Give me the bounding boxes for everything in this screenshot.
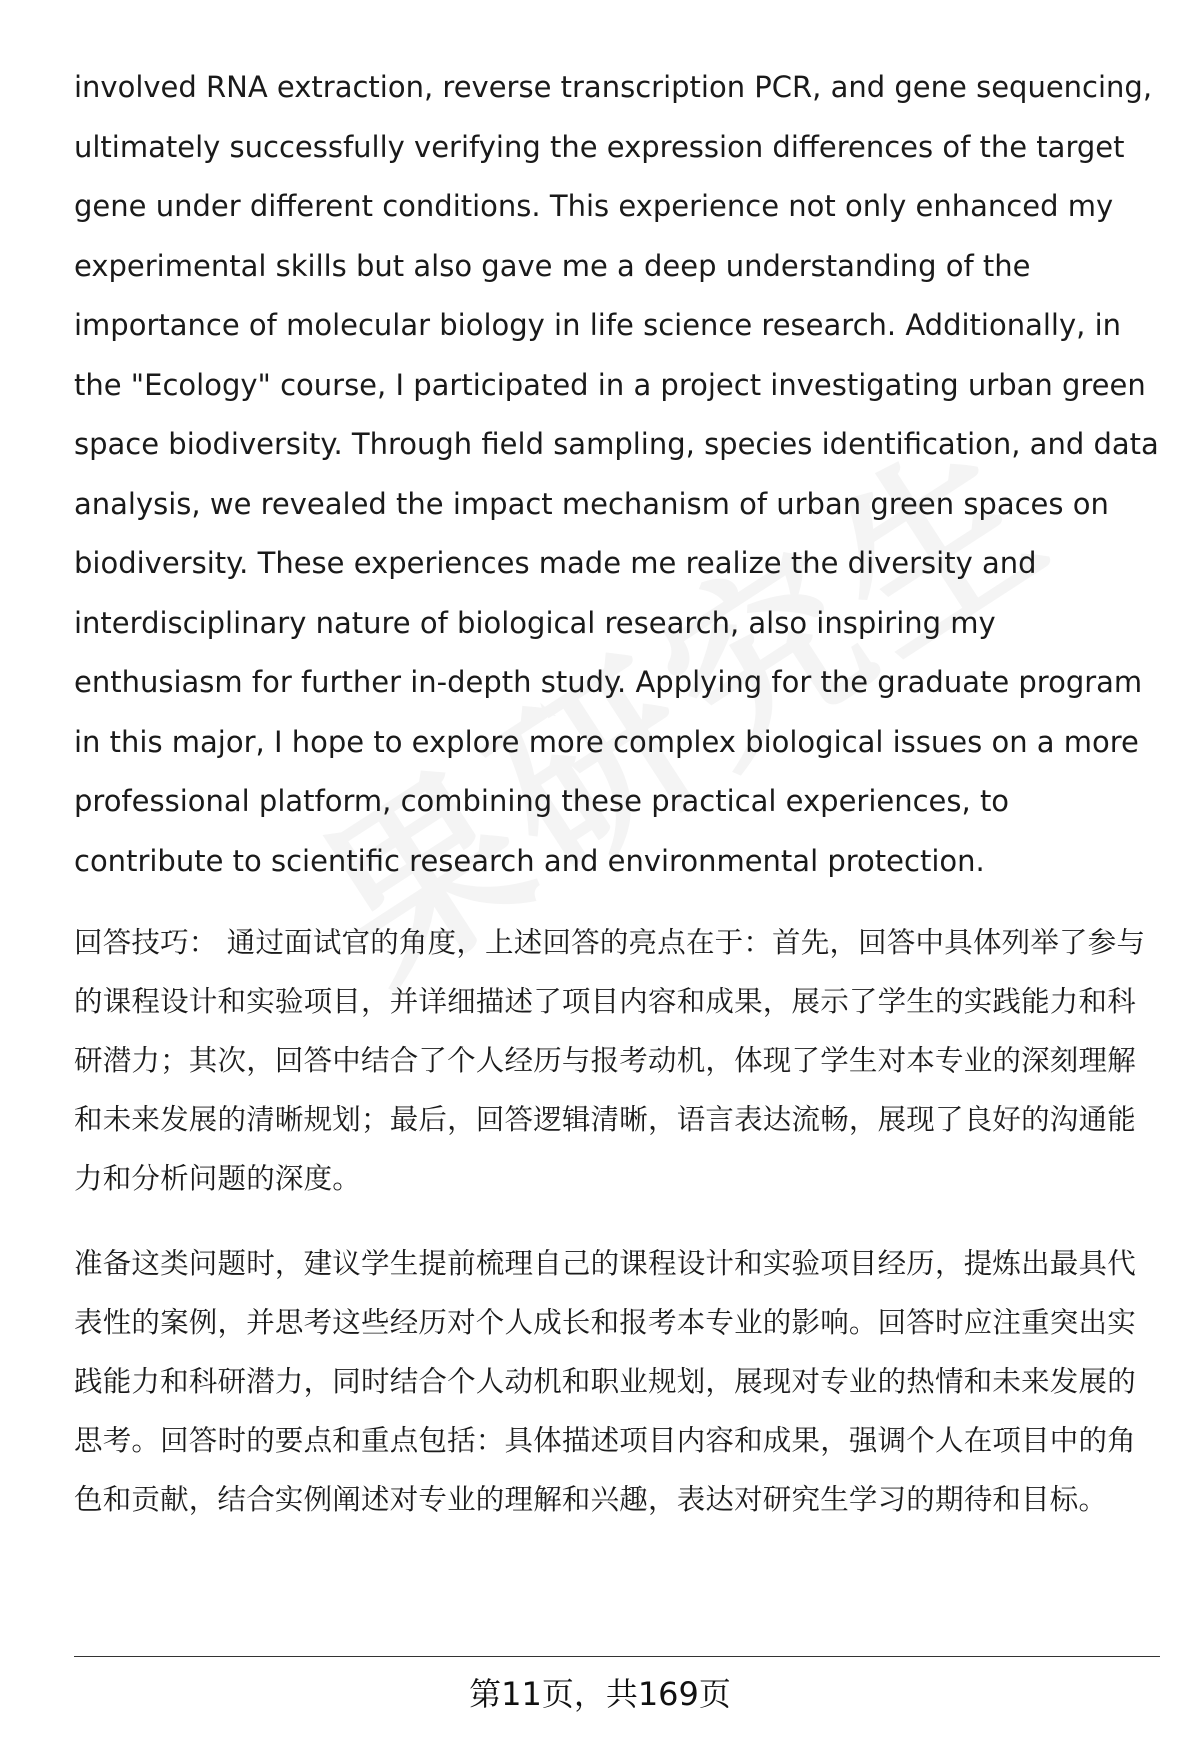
answer-tips-paragraph: 回答技巧： 通过面试官的角度，上述回答的亮点在于：首先，回答中具体列举了参与的课程设计和实验项目，并详细描述了项目内容和成果，展示了学生的实践能力和科研潜力；其次，回答中结合了个人经历与报考动机，体现了学生对本专业的深刻理解和未来发展的清晰规划；最后，回答逻辑清晰，语言表达流畅，展现了良好的沟通能力和分析问题的深度。 xyxy=(74,926,1146,1195)
body-paragraph-english: involved RNA extraction, reverse transcription PCR, and gene sequencing, ultimately successfully verifying the expression differences of the target gene under different conditions. This experience not only enhanced my experimental skills but also gave me a deep understanding of the importance of molecular biology in life science research. Additionally, in the "Ecology" course, I participated in a project investigating urban green space biodiversity. Through field sampling, species identification, and data analysis, we revealed the impact mechanism of urban green spaces on biodiversity. These experiences made me realize the diversity and interdisciplinary nature of biological research, also inspiring my enthusiasm for further in-depth study. Applying for the graduate program in this major, I hope to explore more complex biological issues on a more professional platform, combining these practical experiences, to contribute to scientific research and environmental protection. xyxy=(74,70,1159,878)
preparation-advice-paragraph: 准备这类问题时，建议学生提前梳理自己的课程设计和实验项目经历，提炼出最具代表性的案例，并思考这些经历对个人成长和报考本专业的影响。回答时应注重突出实践能力和科研潜力，同时结合个人动机和职业规划，展现对专业的热情和未来发展的思考。回答时的要点和重点包括：具体描述项目内容和成果，强调个人在项目中的角色和贡献，结合实例阐述对专业的理解和兴趣，表达对研究生学习的期待和目标。 xyxy=(74,1247,1136,1516)
footer-divider xyxy=(74,1656,1160,1657)
page-number: 第11页，共169页 xyxy=(469,1675,731,1713)
document-page xyxy=(74,58,1160,1529)
